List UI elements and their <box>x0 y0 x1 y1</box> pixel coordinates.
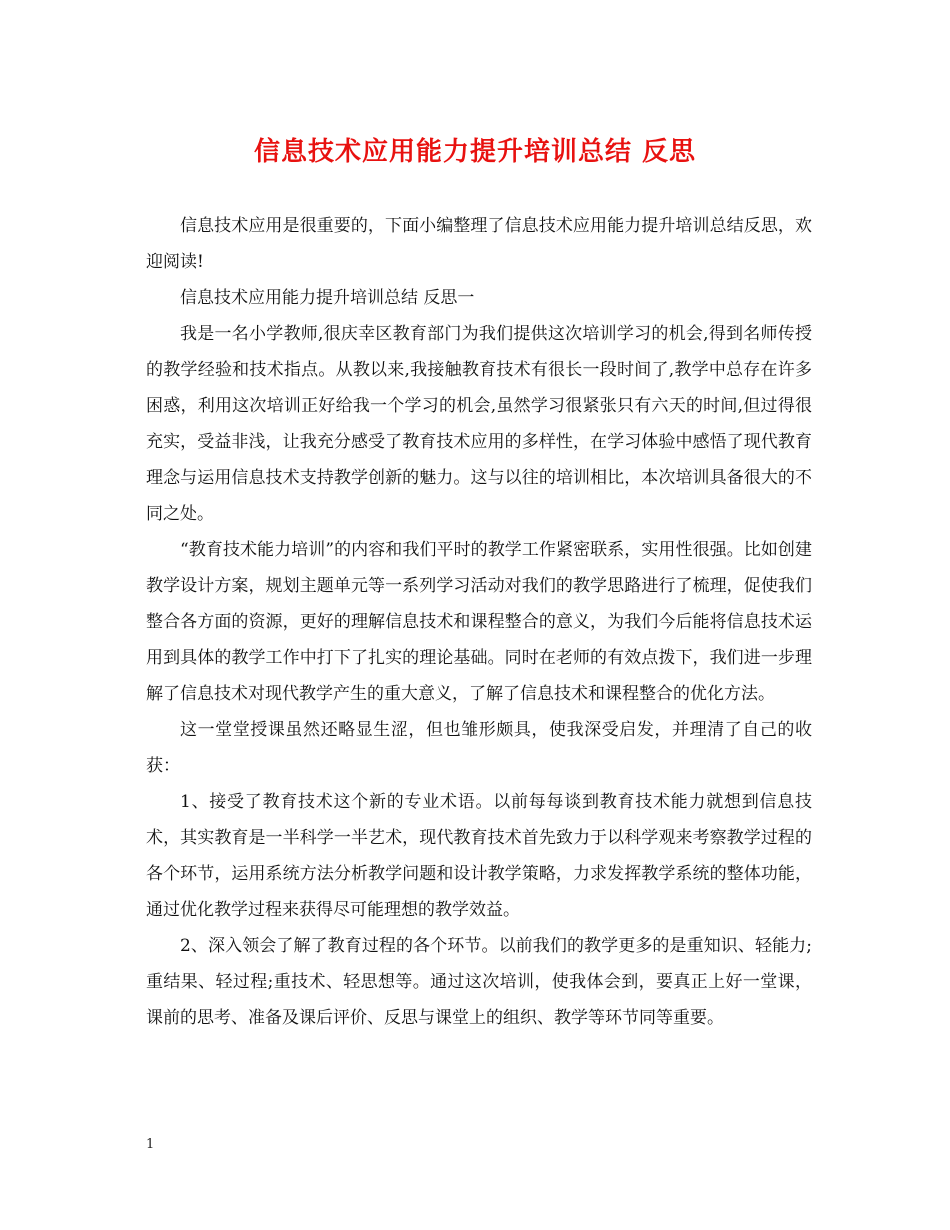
section-heading: 信息技术应用能力提升培训总结 反思一 <box>180 288 475 308</box>
document-body <box>146 208 812 1036</box>
list-item-paragraph: 1、接受了教育技术这个新的专业术语。以前每每谈到教育技术能力就想到信息技术，其实教育是一半科学一半艺术，现代教育技术首先致力于以科学观来考察教学过程的各个环节，运用系统方法分析教学问题和设计教学策略，力求发挥教学系统的整体功能，通过优化教学过程来获得尽可能理想的教学效益。 <box>146 792 812 920</box>
document-title: 信息技术应用能力提升培训总结 反思 <box>253 137 697 167</box>
page-number: 1 <box>146 1137 155 1152</box>
body-paragraph: “教育技术能力培训”的内容和我们平时的教学工作紧密联系，实用性很强。比如创建教学设计方案，规划主题单元等一系列学习活动对我们的教学思路进行了梳理，促使我们整合各方面的资源，更好的理解信息技术和课程整合的意义，为我们今后能将信息技术运用到具体的教学工作中打下了扎实的理论基础。同时在老师的有效点拨下，我们进一步理解了信息技术对现代教学产生的重大意义，了解了信息技术和课程整合的优化方法。 <box>146 540 812 704</box>
intro-paragraph: 信息技术应用是很重要的，下面小编整理了信息技术应用能力提升培训总结反思，欢迎阅读! <box>146 216 812 272</box>
body-paragraph: 这一堂堂授课虽然还略显生涩，但也雏形颇具，使我深受启发，并理清了自己的收获： <box>146 720 812 776</box>
body-paragraph: 我是一名小学教师,很庆幸区教育部门为我们提供这次培训学习的机会,得到名师传授的教学经验和技术指点。从教以来,我接触教育技术有很长一段时间了,教学中总存在许多困惑，利用这次培训正好给我一个学习的机会,虽然学习很紧张只有六天的时间,但过得很充实，受益非浅，让我充分感受了教育技术应用的多样性，在学习体验中感悟了现代教育理念与运用信息技术支持教学创新的魅力。这与以往的培训相比，本次培训具备很大的不同之处。 <box>146 324 812 524</box>
list-item-paragraph: 2、深入领会了解了教育过程的各个环节。以前我们的教学更多的是重知识、轻能力;重结果、轻过程;重技术、轻思想等。通过这次培训，使我体会到，要真正上好一堂课，课前的思考、准备及课后评价、反思与课堂上的组织、教学等环节同等重要。 <box>146 936 812 1028</box>
